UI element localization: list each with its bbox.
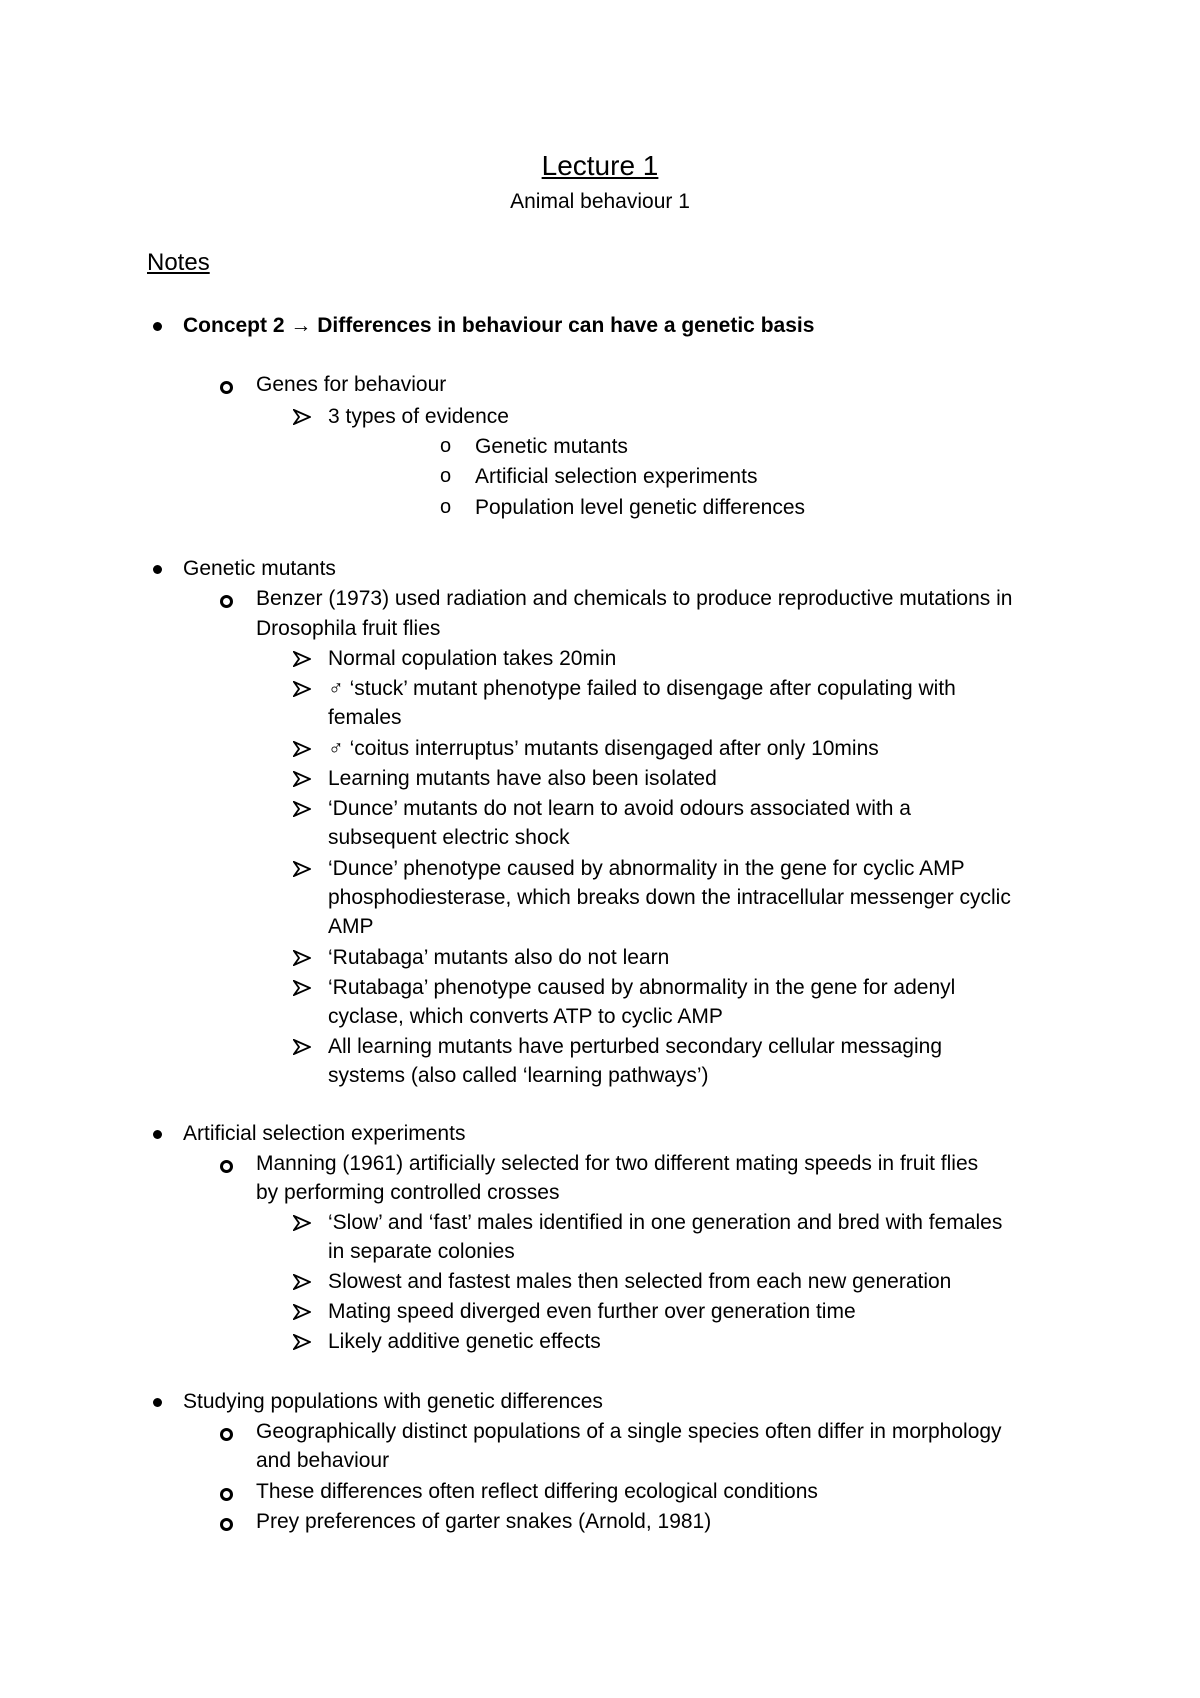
circle-bullet-icon: [220, 1488, 233, 1501]
arrowhead-bullet-icon: [293, 1274, 311, 1290]
page-subtitle: Animal behaviour 1: [510, 190, 690, 213]
concept-line: [183, 311, 814, 340]
arrowhead-bullet-icon: [293, 1304, 311, 1320]
selection-point-continued: in separate colonies: [328, 1240, 515, 1263]
population-item-continued: and behaviour: [256, 1449, 390, 1472]
o-bullet-icon: o: [440, 465, 452, 487]
concept-prefix: Concept 2: [183, 314, 285, 337]
benzer-line: Drosophila fruit flies: [256, 617, 441, 640]
mutant-point: ‘Dunce’ phenotype caused by abnormality in the gene for cyclic AMP: [328, 857, 965, 880]
arrowhead-bullet-icon: [293, 950, 311, 966]
arrowhead-bullet-icon: [293, 861, 311, 877]
genes-for-behaviour-label: Genes for behaviour: [256, 373, 447, 396]
mutant-point-continued: cyclase, which converts ATP to cyclic AMP: [328, 1005, 723, 1028]
mutant-point: Normal copulation takes 20min: [328, 647, 617, 670]
arrowhead-bullet-icon: [293, 1215, 311, 1231]
bullet-dot-icon: [153, 322, 162, 331]
populations-label: Studying populations with genetic differences: [183, 1390, 603, 1413]
population-item: These differences often reflect differing ecological conditions: [256, 1480, 818, 1503]
bullet-dot-icon: [153, 1130, 162, 1139]
arrowhead-bullet-icon: [293, 741, 311, 757]
arrowhead-bullet-icon: [293, 801, 311, 817]
bullet-dot-icon: [153, 565, 162, 574]
mutant-point-text: ‘stuck’ mutant phenotype failed to disengage after copulating with: [349, 677, 956, 700]
male-symbol-icon: ♂: [328, 737, 344, 760]
arrowhead-bullet-icon: [293, 1039, 311, 1055]
population-item: Geographically distinct populations of a single species often differ in morphology: [256, 1420, 1002, 1443]
mutant-point: [328, 734, 879, 763]
mutant-point: ‘Rutabaga’ phenotype caused by abnormality in the gene for adenyl: [328, 976, 956, 999]
mutant-point-continued: phosphodiesterase, which breaks down the intracellular messenger cyclic: [328, 886, 1011, 909]
mutant-point: [328, 674, 956, 703]
circle-bullet-icon: [220, 381, 233, 394]
arrowhead-bullet-icon: [293, 980, 311, 996]
arrowhead-bullet-icon: [293, 771, 311, 787]
arrowhead-bullet-icon: [293, 1334, 311, 1350]
manning-line: Manning (1961) artificially selected for two different mating speeds in fruit flies: [256, 1152, 979, 1175]
circle-bullet-icon: [220, 595, 233, 608]
mutant-point: ‘Dunce’ mutants do not learn to avoid odours associated with a: [328, 797, 911, 820]
mutant-point-continued: females: [328, 706, 402, 729]
right-arrow-icon: →: [290, 314, 312, 337]
evidence-item: Genetic mutants: [475, 435, 628, 458]
artificial-selection-label: Artificial selection experiments: [183, 1122, 466, 1145]
selection-point: Mating speed diverged even further over generation time: [328, 1300, 856, 1323]
selection-point: ‘Slow’ and ‘fast’ males identified in one generation and bred with females: [328, 1211, 1003, 1234]
o-bullet-icon: o: [440, 435, 452, 457]
evidence-item: Artificial selection experiments: [475, 465, 758, 488]
male-symbol-icon: ♂: [328, 677, 344, 700]
mutant-point: Learning mutants have also been isolated: [328, 767, 717, 790]
circle-bullet-icon: [220, 1160, 233, 1173]
evidence-item: Population level genetic differences: [475, 496, 806, 519]
concept-text: Differences in behaviour can have a genetic basis: [317, 314, 815, 337]
arrowhead-bullet-icon: [293, 409, 311, 425]
arrowhead-bullet-icon: [293, 651, 311, 667]
mutant-point-continued: AMP: [328, 915, 374, 938]
mutant-point: All learning mutants have perturbed secondary cellular messaging: [328, 1035, 943, 1058]
mutant-point-continued: subsequent electric shock: [328, 826, 570, 849]
mutant-point-text: ‘coitus interruptus’ mutants disengaged after only 10mins: [349, 737, 879, 760]
notes-heading: Notes: [147, 249, 210, 276]
population-item: Prey preferences of garter snakes (Arnold, 1981): [256, 1510, 712, 1533]
mutant-point-continued: systems (also called ‘learning pathways’): [328, 1064, 709, 1087]
bullet-dot-icon: [153, 1398, 162, 1407]
page-title: Lecture 1: [541, 150, 659, 181]
arrowhead-bullet-icon: [293, 681, 311, 697]
circle-bullet-icon: [220, 1518, 233, 1531]
benzer-line: Benzer (1973) used radiation and chemicals to produce reproductive mutations in: [256, 587, 1013, 610]
selection-point: Slowest and fastest males then selected from each new generation: [328, 1270, 952, 1293]
evidence-label: 3 types of evidence: [328, 405, 509, 428]
genetic-mutants-label: Genetic mutants: [183, 557, 336, 580]
mutant-point: ‘Rutabaga’ mutants also do not learn: [328, 946, 670, 969]
manning-line: by performing controlled crosses: [256, 1181, 560, 1204]
o-bullet-icon: o: [440, 496, 452, 518]
selection-point: Likely additive genetic effects: [328, 1330, 601, 1353]
circle-bullet-icon: [220, 1428, 233, 1441]
